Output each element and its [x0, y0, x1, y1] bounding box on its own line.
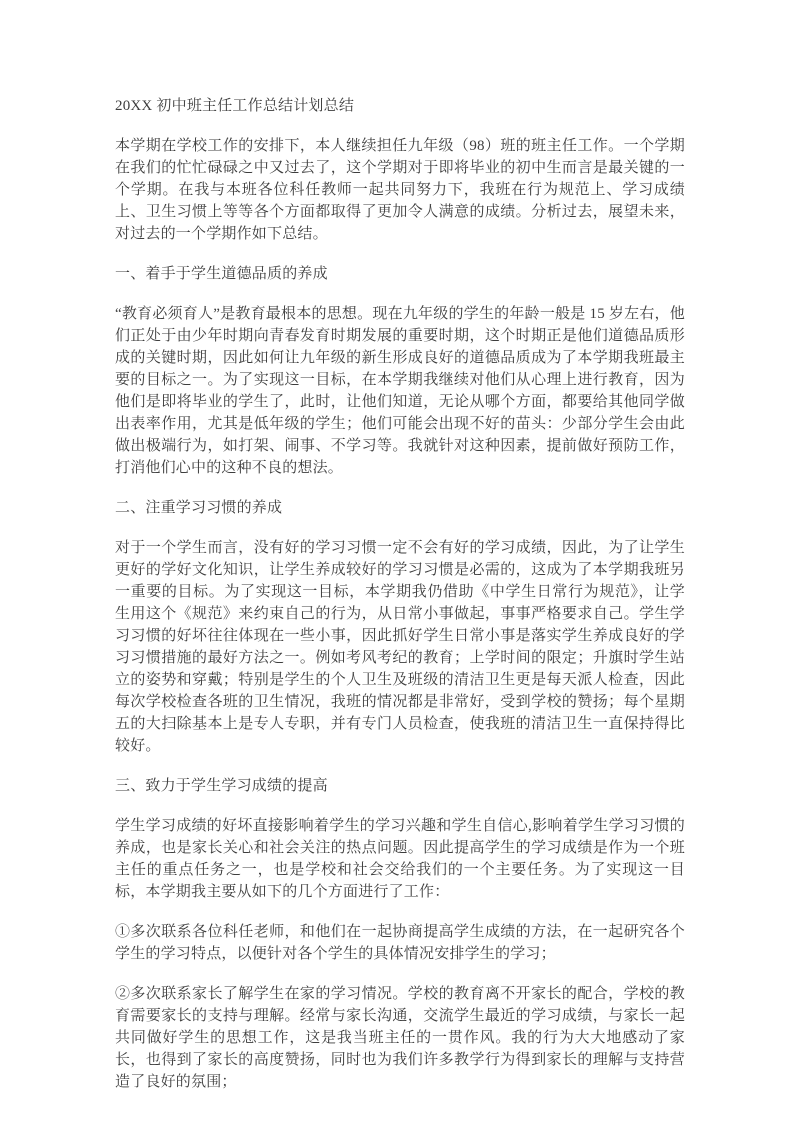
section-3-paragraph: 学生学习成绩的好坏直接影响着学生的学习兴趣和学生自信心,影响着学生学习习惯的养成，也是家长关心和社会关注的热点问题。因此提高学生的学习成绩是作为一个班主任的重点任务之一，也是学校和社会交给我们的一个主要任务。为了实现这一目标，本学期我主要从如下的几个方面进行了工作： — [115, 818, 685, 900]
section-2-heading: 二、注重学习习惯的养成 — [115, 500, 283, 516]
list-item-1: ①多次联系各位科任老师，和他们在一起协商提高学生成绩的方法，在一起研究各个学生的学习特点，以便针对各个学生的具体情况安排学生的学习； — [115, 924, 685, 962]
intro-paragraph: 本学期在学校工作的安排下，本人继续担任九年级（98）班的班主任工作。一个学期在我们的忙忙碌碌之中又过去了，这个学期对于即将毕业的初中生而言是最关键的一个学期。在我与本班各位科任教师一起共同努力下，我班在行为规范上、学习成绩上、卫生习惯上等等各个方面都取得了更加令人满意的成绩。分析过去，展望未来，对过去的一个学期作如下总结。 — [115, 138, 685, 242]
list-item-2: ②多次联系家长了解学生在家的学习情况。学校的教育离不开家长的配合，学校的教育需要家长的支持与理解。经常与家长沟通，交流学生最近的学习成绩，与家长一起共同做好学生的思想工作，这是我当班主任的一贯作风。我的行为大大地感动了家长，也得到了家长的高度赞扬，同时也为我们许多教学行为得到家长的理解与支持营造了良好的氛围； — [115, 986, 685, 1090]
document-content — [115, 95, 685, 1093]
section-1-heading: 一、着手于学生道德品质的养成 — [115, 266, 328, 282]
section-3-heading: 三、致力于学生学习成绩的提高 — [115, 778, 328, 794]
document-title: 20XX 初中班主任工作总结计划总结 — [115, 98, 355, 114]
section-1-paragraph: “教育必须育人”是教育最根本的思想。现在九年级的学生的年龄一般是 15 岁左右，他们正处于由少年时期向青春发育时期发展的重要时期，这个时期正是他们道德品质形成的关键时期，因此如何让九年级的新生形成良好的道德品质成为了本学期我班最主要的目标之一。为了实现这一目标，在本学期我继续对他们从心理上进行教育，因为他们是即将毕业的学生了，此时，让他们知道，无论从哪个方面，都要给其他同学做出表率作用，尤其是低年级的学生；他们可能会出现不好的苗头：少部分学生会由此做出极端行为，如打架、闹事、不学习等。我就针对这种因素，提前做好预防工作，打消他们心中的这种不良的想法。 — [115, 306, 685, 476]
section-2-paragraph: 对于一个学生而言，没有好的学习习惯一定不会有好的学习成绩，因此，为了让学生更好的学好文化知识，让学生养成较好的学习习惯是必需的，这成为了本学期我班另一重要的目标。为了实现这一目标，本学期我仍借助《中学生日常行为规范》，让学生用这个《规范》来约束自己的行为，从日常小事做起，事事严格要求自己。学生学习习惯的好坏往往体现在一些小事，因此抓好学生日常小事是落实学生养成良好的学习习惯措施的最好方法之一。例如考风考纪的教育；上学时间的限定；升旗时学生站立的姿势和穿戴；特别是学生的个人卫生及班级的清洁卫生更是每天派人检查，因此每次学校检查各班的卫生情况，我班的情况都是非常好，受到学校的赞扬；每个星期五的大扫除基本上是专人专职，并有专门人员检查，使我班的清洁卫生一直保持得比较好。 — [115, 540, 685, 754]
